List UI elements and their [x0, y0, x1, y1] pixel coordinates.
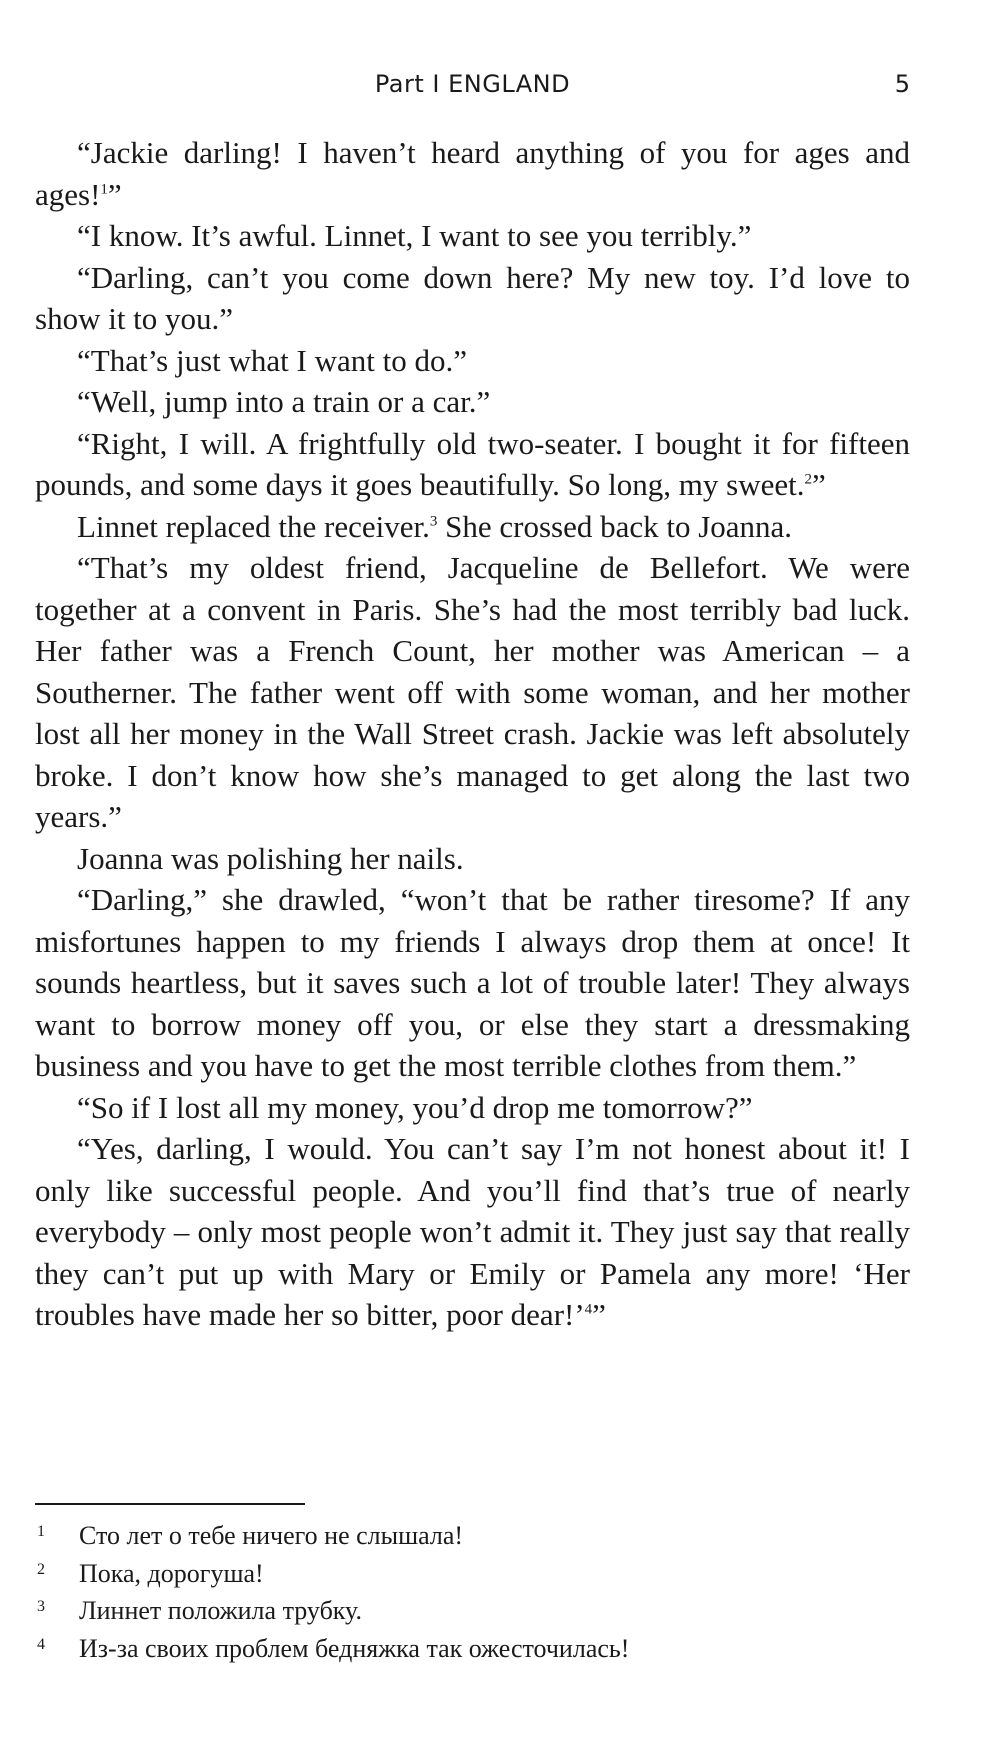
paragraph: Linnet replaced the receiver.$^3$ She crossed back to Joanna.	[77, 508, 793, 544]
running-head: Part I ENGLAND	[374, 70, 571, 98]
footnote-ref: 2	[804, 471, 812, 488]
paragraph: “Darling, can’t you come down here? My new toy. I’d love to show it to you.”	[35, 259, 910, 336]
paragraph: “I know. It’s awful. Linnet, I want to see you terribly.”	[77, 218, 752, 253]
body-text	[35, 132, 910, 1336]
footnote-text: Пока, дорогуша!	[79, 1558, 264, 1588]
footnote-number: 3	[37, 1598, 45, 1615]
footnote	[35, 1555, 935, 1593]
paragraph: “Well, jump into a train or a car.”	[77, 384, 491, 419]
footnote-number: 4	[37, 1635, 45, 1653]
paragraph: “Yes, darling, I would. You can’t say I’m not honest about it! I only like successful people. And you’ll find that’s true of nearly everybody – only most people won’t admit it. They just say that really they can’t put up with Mary or Emily or Pamela any more! ‘Her troubles have made her so bitter, poor dear!’$^4$”	[35, 1131, 910, 1332]
paragraph: “That’s just what I want to do.”	[77, 342, 467, 378]
footnotes	[35, 1517, 935, 1667]
footnote-divider	[35, 1503, 305, 1505]
paragraph: “So if I lost all my money, you’d drop me tomorrow?”	[77, 1089, 753, 1125]
paragraph: “That’s my oldest friend, Jacqueline de Bellefort. We were together at a convent in Paris. She’s had the most terribly bad luck. Her father was a French Count, her mother was American – a Southerner. The father went off with some woman, and her mother lost all her money in the Wall Street crash. Jackie was left absolutely broke. I don’t know how she’s managed to get along the last two years.”	[35, 550, 910, 834]
page-number: 5	[894, 70, 910, 98]
footnote	[35, 1592, 935, 1630]
paragraph: Joanna was polishing her nails.	[77, 840, 464, 876]
paragraph: “Right, I will. A frightfully old two-seater. I bought it for fifteen pounds, and some days it goes beautifully. So long, my sweet.$^2$”	[35, 425, 910, 502]
footnote-number: 1	[37, 1523, 45, 1540]
footnote	[35, 1517, 935, 1555]
footnote-ref: 4	[584, 1301, 593, 1318]
paragraph: “Darling,” she drawled, “won’t that be rather tiresome? If any misfortunes happen to my friends I always drop them at once! It sounds heartless, but it saves such a lot of trouble later! They always want to borrow money off you, or else they start a dressmaking business and you have to get the most terrible clothes from them.”	[35, 882, 910, 1083]
footnote-text: Линнет положила трубку.	[79, 1596, 362, 1625]
footnote	[35, 1630, 935, 1668]
footnote-ref: 1	[100, 181, 108, 198]
footnote-number: 2	[37, 1560, 45, 1578]
footnote-ref: 3	[429, 513, 438, 530]
paragraph: “Jackie darling! I haven’t heard anything of you for ages and ages!$^1$”	[35, 135, 910, 212]
footnote-text: Сто лет о тебе ничего не слышала!	[79, 1521, 464, 1550]
footnote-text: Из-за своих проблем бедняжка так ожесточилась!	[79, 1633, 630, 1663]
page-header	[35, 70, 910, 112]
